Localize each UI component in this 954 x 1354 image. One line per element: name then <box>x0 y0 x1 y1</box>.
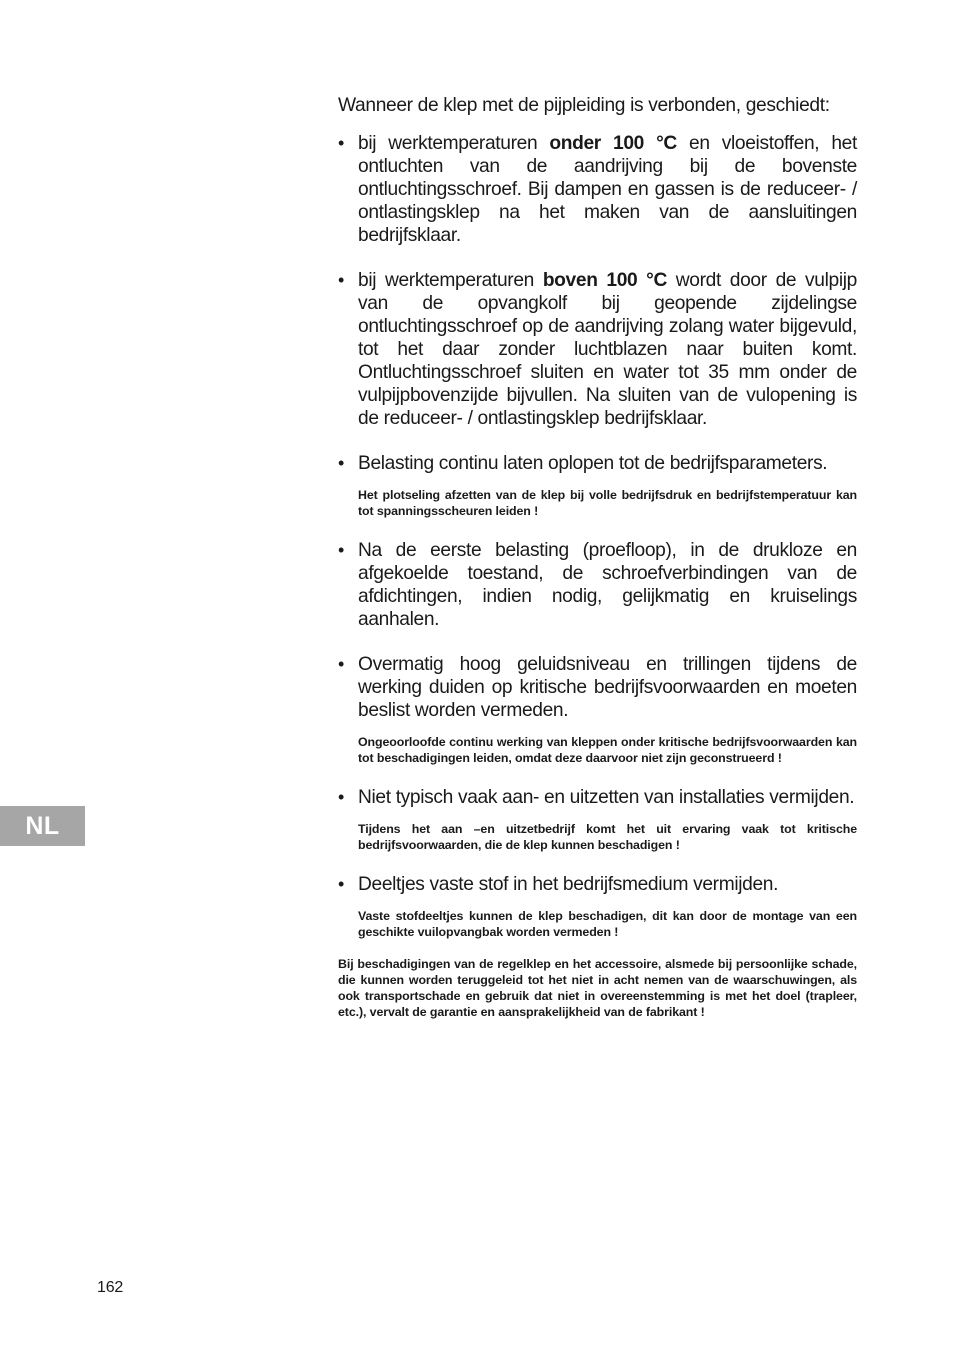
bullet-item <box>338 132 857 247</box>
bullet-text: Na de eerste belasting (proefloop), in de drukloze en afgekoelde toestand, de schroefverbindingen van de afdichtingen, indien nodig, gelijkmatig en kruiselings aanhalen. <box>358 540 857 630</box>
bullet-text: Niet typisch vaak aan- en uitzetten van installaties vermijden. <box>358 787 855 808</box>
bullet-item <box>338 873 857 896</box>
bullet-text-post: wordt door de vulpijp van de opvangkolf bij geopende zijdelingse ontluchtingsschroef op de aandrijving zolang water bijgevuld, tot het daar zonder luchtblazen naar buiten komt. Ontluchtingsschroef sluiten en water tot 35 mm onder de vulpijpbovenzijde bijvullen. Na sluiten van de vulopening is de reduceer- / ontlastingsklep bedrijfsklaar. <box>358 270 857 429</box>
content-column <box>338 94 857 1020</box>
bullet-item <box>338 539 857 631</box>
bullet-dot: • <box>338 540 344 560</box>
bullet-dot: • <box>338 133 344 153</box>
bullet-text: Belasting continu laten oplopen tot de bedrijfsparameters. <box>358 453 828 474</box>
bullet-item <box>338 269 857 430</box>
intro-text: Wanneer de klep met de pijpleiding is verbonden, geschiedt: <box>338 95 830 116</box>
bullet-item <box>338 786 857 809</box>
bullet-dot: • <box>338 787 344 807</box>
bullet-dot: • <box>338 874 344 894</box>
bullet-dot: • <box>338 270 344 290</box>
bullet-text-pre: bij werktemperaturen <box>358 133 550 154</box>
bullet-dot: • <box>338 654 344 674</box>
bullet-dot: • <box>338 453 344 473</box>
page-number: 162 <box>97 1279 124 1296</box>
bullet-text-pre: bij werktemperaturen <box>358 270 543 291</box>
bullet-item <box>338 653 857 722</box>
bullet-text-bold: onder 100 °C <box>549 133 677 154</box>
bullet-text-bold: boven 100 °C <box>542 270 667 291</box>
warning-note: Ongeoorloofde continu werking van kleppen onder kritische bedrijfsvoorwaarden kan tot beschadigingen leiden, omdat deze daarvoor niet zijn geconstrueerd ! <box>358 735 857 765</box>
language-tab: NL <box>0 806 85 846</box>
warranty-note: Bij beschadigingen van de regelklep en het accessoire, alsmede bij persoonlijke schade, die kunnen worden teruggeleid tot het niet in acht nemen van de waarschuwingen, als ook transportschade en gebruik dat niet in overeenstemming is met het doel (trapleer, etc.), vervalt de garantie en aansprakelijkheid van de fabrikant ! <box>338 957 857 1019</box>
warning-note: Vaste stofdeeltjes kunnen de klep beschadigen, dit kan door de montage van een geschikte vuilopvangbak worden vermeden ! <box>358 909 857 939</box>
bullet-text: Deeltjes vaste stof in het bedrijfsmedium vermijden. <box>358 874 779 895</box>
bullet-text: Overmatig hoog geluidsniveau en trillingen tijdens de werking duiden op kritische bedrijfsvoorwaarden en moeten beslist worden vermeden. <box>358 654 857 721</box>
warning-note: Tijdens het aan –en uitzetbedrijf komt het uit ervaring vaak tot kritische bedrijfsvoorwaarden, die de klep kunnen beschadigen ! <box>358 822 857 852</box>
bullet-text-post: en vloeistoffen, het ontluchten van de aandrijving bij de bovenste ontluchtingsschroef. Bij dampen en gassen is de reduceer- / ontlastingsklep na het maken van de aansluitingen bedrijfsklaar. <box>358 133 857 246</box>
warning-note: Het plotseling afzetten van de klep bij volle bedrijfsdruk en bedrijfstemperatuur kan tot spanningsscheuren leiden ! <box>358 488 857 518</box>
bullet-item <box>338 452 857 475</box>
